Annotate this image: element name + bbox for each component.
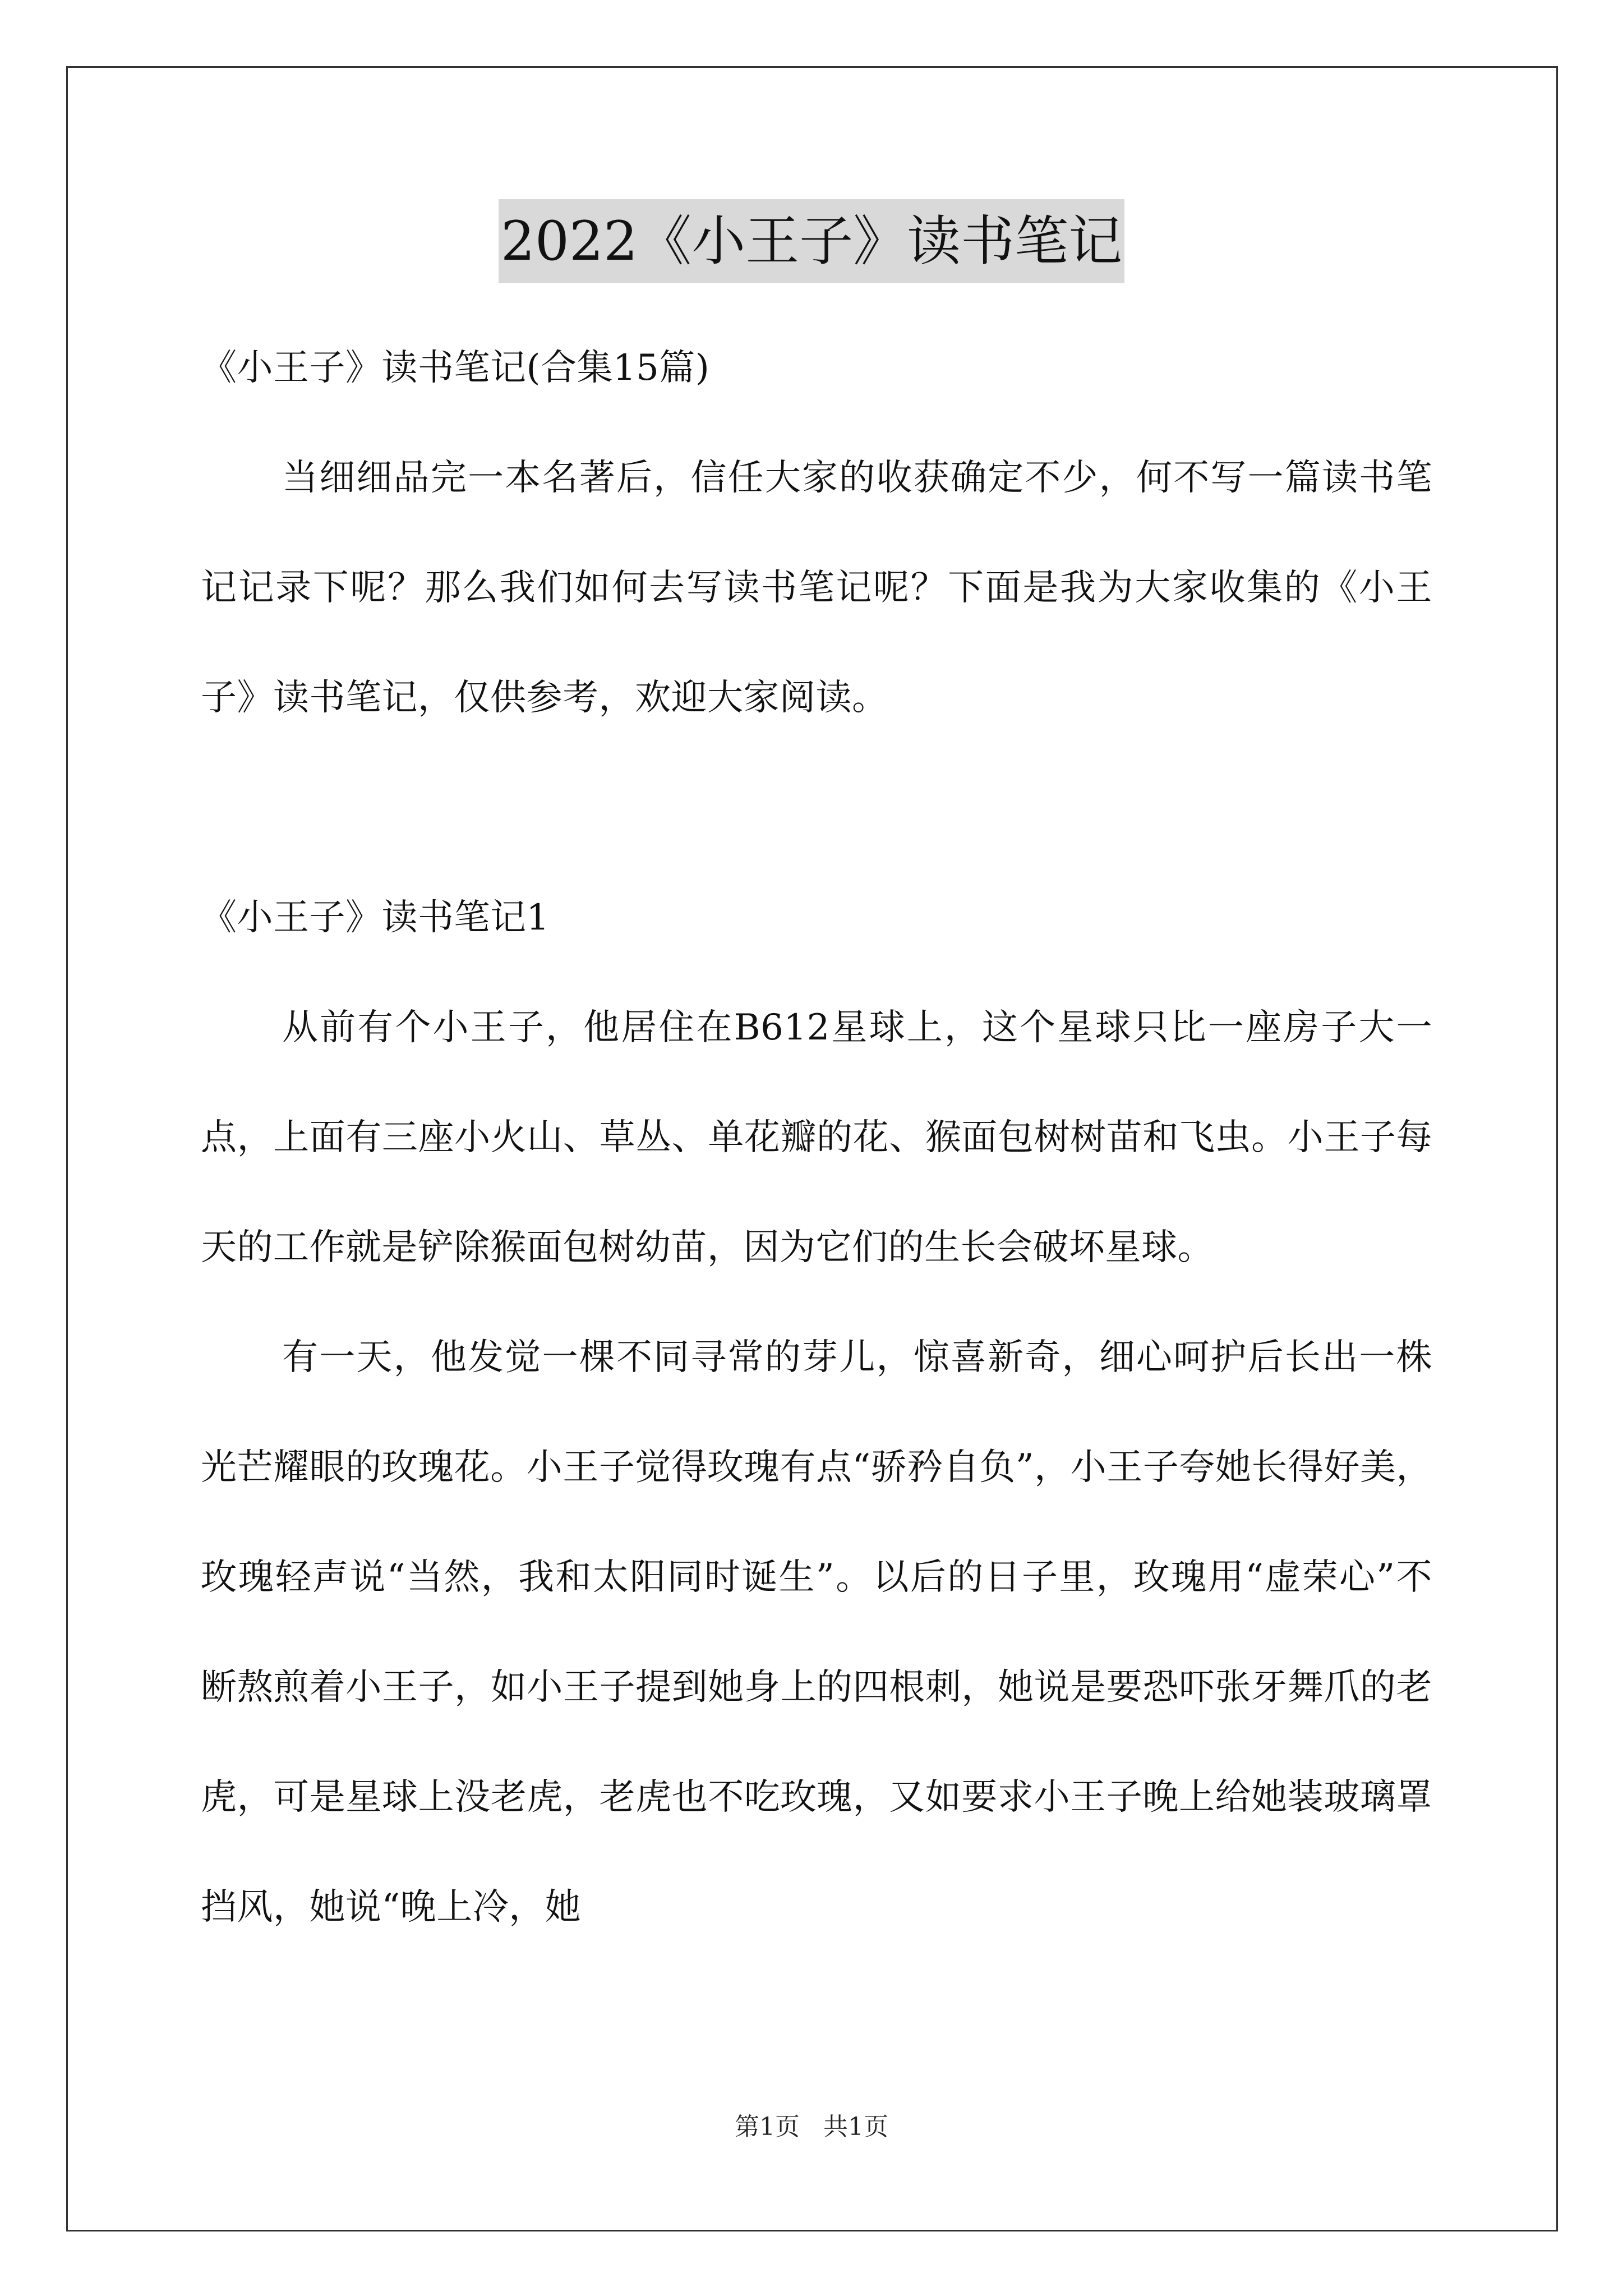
body-paragraph: 从前有个小王子，他居住在B612星球上，这个星球只比一座房子大一点，上面有三座小火山、草丛、单花瓣的花、猴面包树树苗和飞虫。小王子每天的工作就是铲除猴面包树幼苗，因为它们的生长会破坏星球。 — [201, 1007, 1432, 1268]
document-body — [201, 313, 1432, 1962]
section-spacer — [201, 753, 1432, 863]
body-paragraph: 有一天，他发觉一棵不同寻常的芽儿，惊喜新奇，细心呵护后长出一株光芒耀眼的玫瑰花。小王子觉得玫瑰有点“骄矜自负”，小王子夸她长得好美，玫瑰轻声说“当然，我和太阳同时诞生”。以后的日子里，玫瑰用“虚荣心”不断熬煎着小王子，如小王子提到她身上的四根刺，她说是要恐吓张牙舞爪的老虎，可是星球上没老虎，老虎也不吃玫瑰，又如要求小王子晚上给她装玻璃罩挡风，她说“晚上冷，她 — [201, 1337, 1432, 1928]
page-footer: 第1页 共1页 — [735, 2113, 888, 2141]
title-container — [0, 199, 1623, 283]
collection-heading: 《小王子》读书笔记(合集15篇) — [201, 347, 710, 389]
section-heading: 《小王子》读书笔记1 — [201, 897, 550, 938]
document-title: 2022《小王子》读书笔记 — [499, 199, 1124, 283]
intro-paragraph: 当细细品完一本名著后，信任大家的收获确定不少，何不写一篇读书笔记记录下呢？那么我们如何去写读书笔记呢？下面是我为大家收集的《小王子》读书笔记，仅供参考，欢迎大家阅读。 — [201, 457, 1432, 719]
